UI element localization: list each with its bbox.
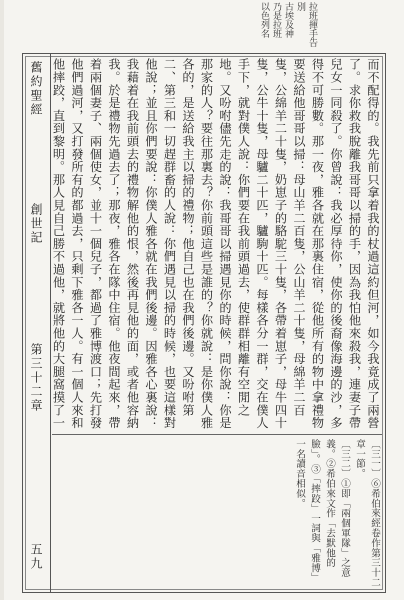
chapter-label: 第三十二章 <box>29 343 43 413</box>
top-note-line: 拉班揮手告別 <box>295 2 317 47</box>
footnotes <box>52 434 382 590</box>
page-edge <box>0 0 4 600</box>
scripture-body <box>52 58 382 430</box>
book-name: 舊約聖經 <box>29 61 43 117</box>
top-margin-note <box>200 2 318 52</box>
top-note-line: 古埃及神 <box>283 2 293 38</box>
body-text: 而不配得的。我先前只拿着我的杖過這約但河，如今我竟成了兩營了。求你救我脫離我哥哥以掃的手，因為我怕他來殺我，連妻子帶兒女一同殺了。你曾說：我必厚待你，使你的後裔像海邊的沙，多得不可勝數。那一夜，雅各就在那裏住宿，從他所有的物中拿禮物要送給他哥哥以掃：母山羊二百隻，公山羊二十隻，母綿羊二百隻，公綿羊二十隻，奶崽子的駱駝三十隻，各帶着崽子，母牛四十隻，公牛十隻，母驢二十匹，驢駒十匹。每樣各分一群，交在僕人手下，就對僕人說：你們要在我前頭過去，使群群相離有空閒之地。又吩咐儘先走的說：我哥哥以掃遇見你的時候，問你說：你是那家的人？要往那裏去？你前頭這些是誰的？你就說：是你僕人雅各的，是送給我主以掃的禮物；他自己也在我們後邊。又吩咐第二、第三和一切趕群畜的人說：你們遇見以掃的時候，也要這樣對他說；並且你們要說：你僕人雅各就在我們後邊。因雅各心裏說：我藉着在我前頭去的禮物解他的恨，然後再見他的面，或者他容納我。於是禮物先過去了；那夜，雅各在隊中住宿。他夜間起來，帶着兩個妻子、兩個使女，並十一個兒子，都過了雅博渡口；先打發他們過河，又打發所有的都過去，只剩下雅各一人。有一個人來和他摔跤，直到黎明。那人見自己勝不過他，就將他的大腿窩摸了一 <box>52 58 380 430</box>
footnote: 〔三二〕①即「兩個軍隊」之意義。②希伯來文作「去默他的臉」。③「摔跤」一詞與「雅博」一名讀音相似。 <box>294 439 350 583</box>
top-note-line: 乃是拉班 <box>271 2 281 38</box>
footnote: 〔三一〕⑥希伯來經卷作第三十二章一節。 <box>354 439 380 588</box>
running-header <box>24 53 51 593</box>
book-title: 創世記 <box>29 203 43 245</box>
top-note-line: 以色列名 <box>259 2 269 38</box>
page-number: 五九 <box>29 543 43 571</box>
